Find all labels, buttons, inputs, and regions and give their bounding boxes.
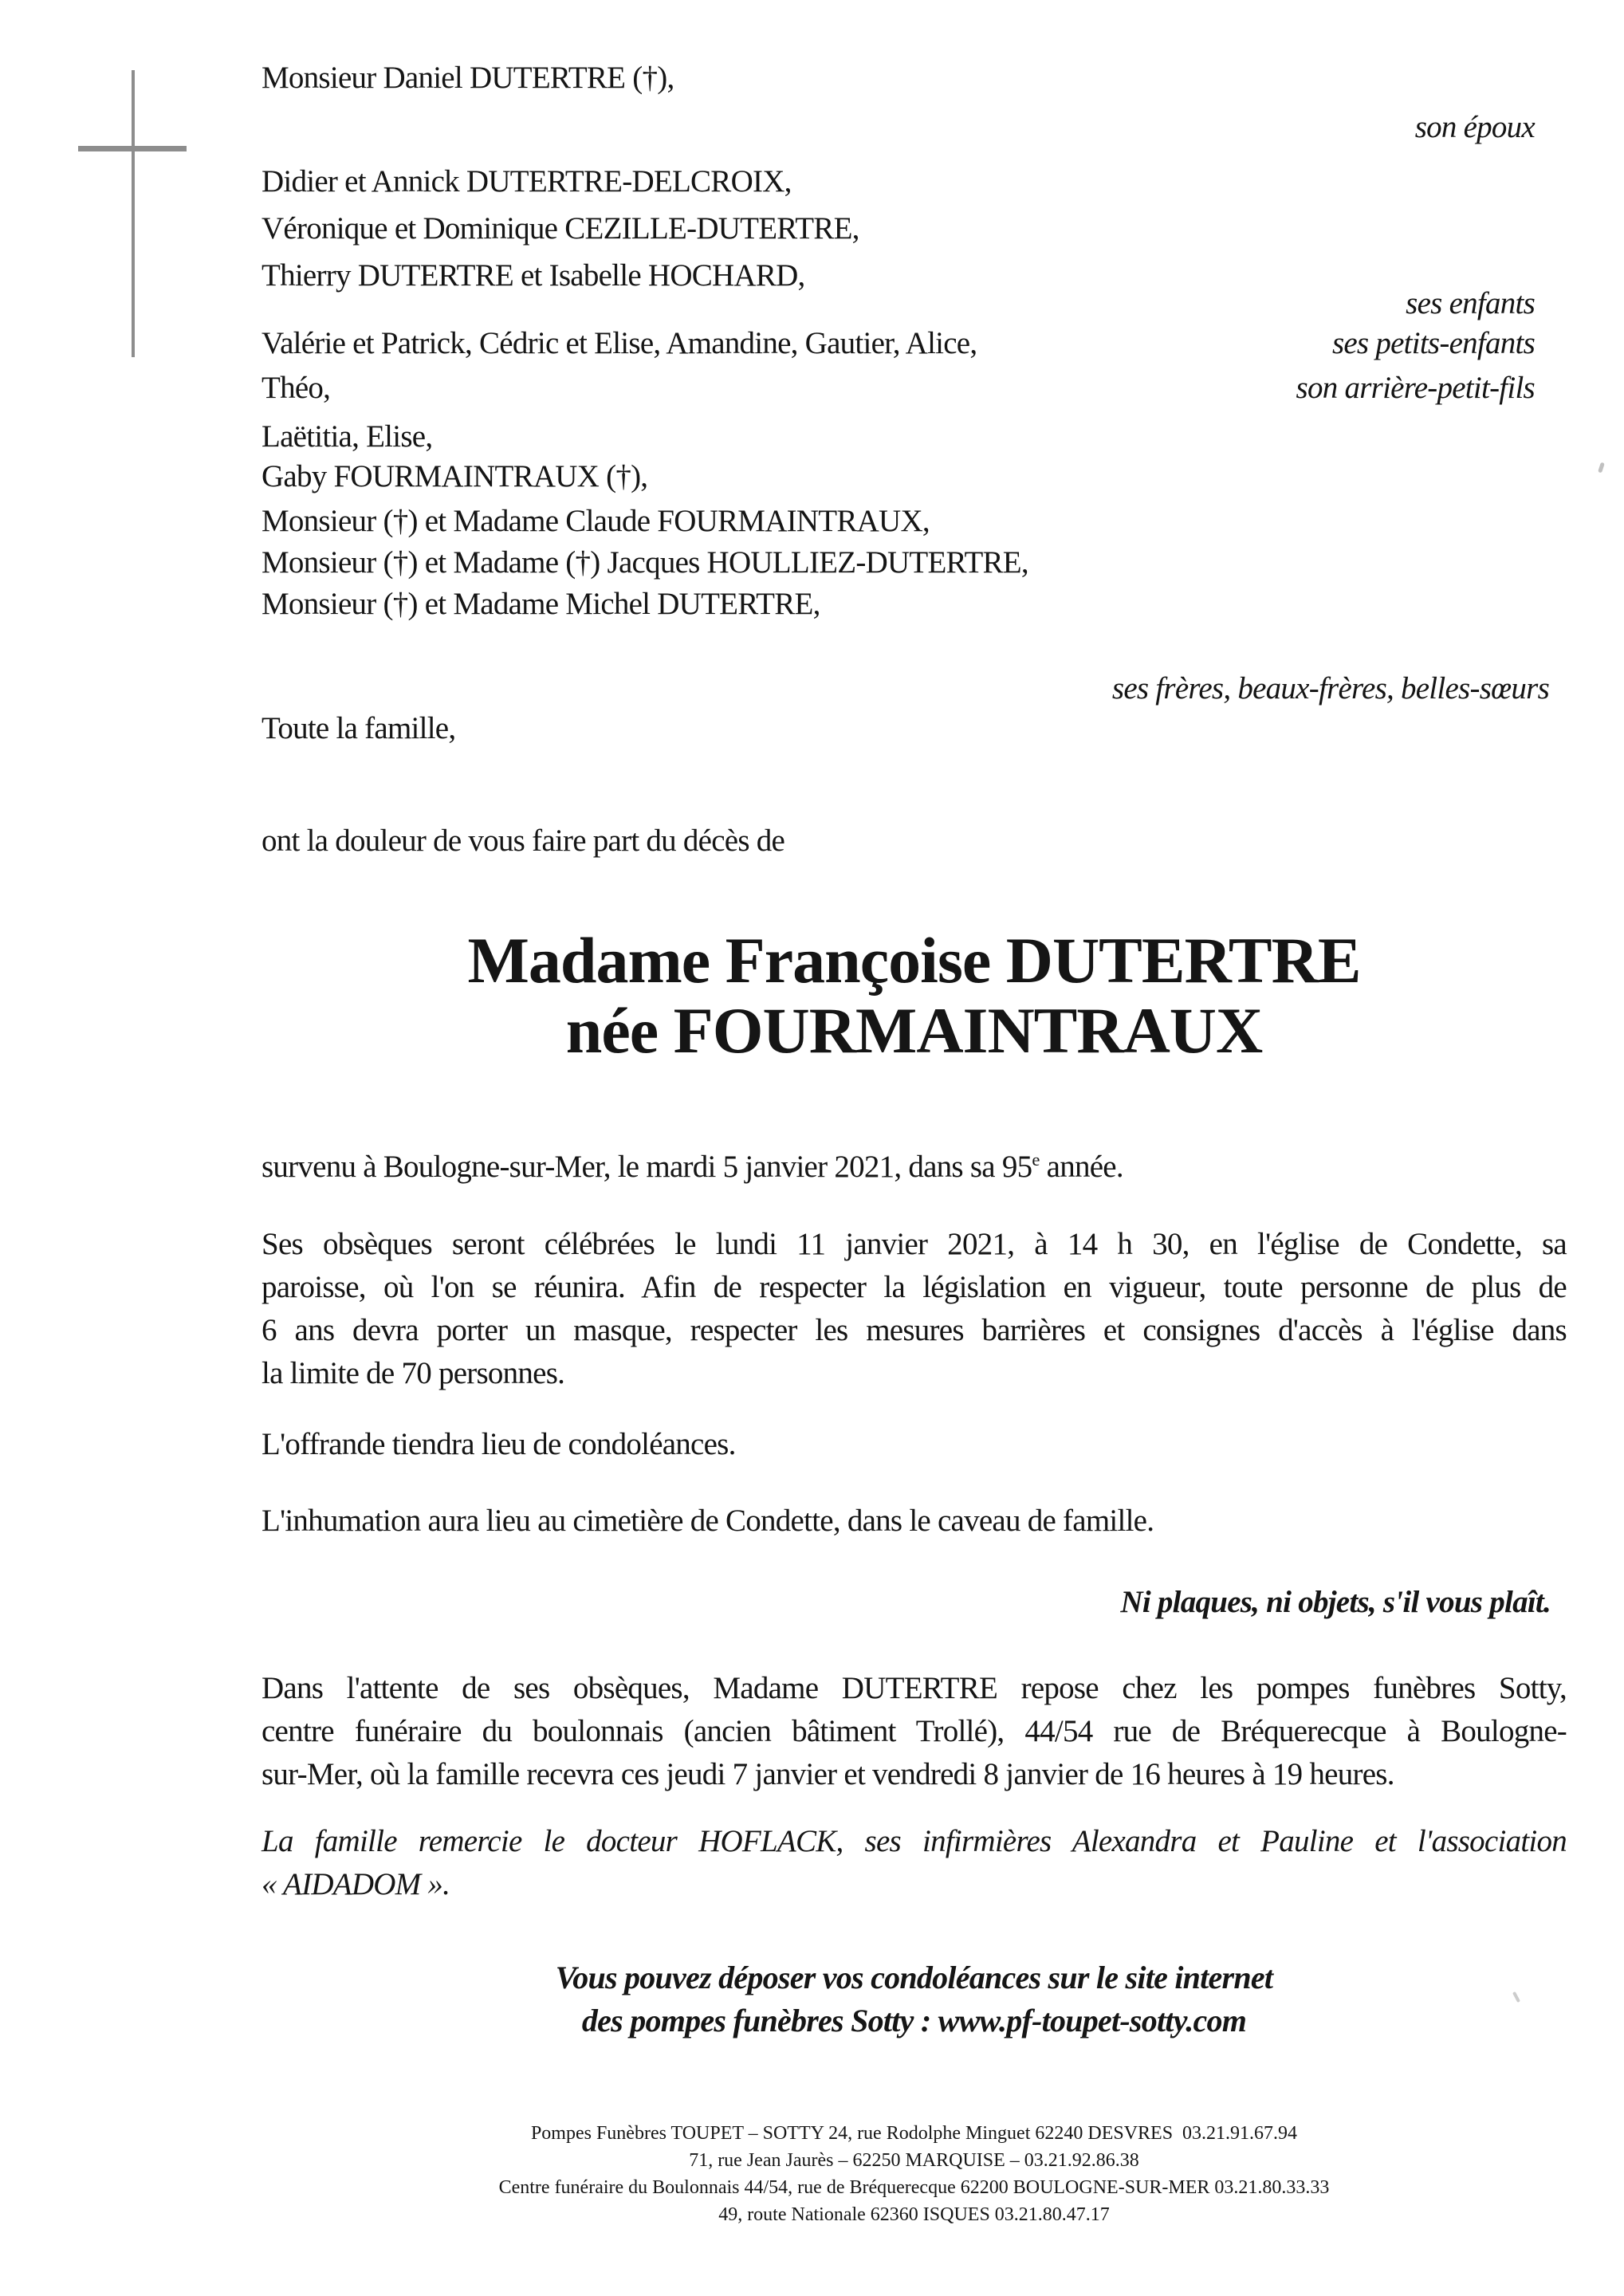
family-name-line: Monsieur (†) et Madame Claude FOURMAINTRAUX,	[261, 504, 930, 538]
paragraph-line: 6 ans devra porter un masque, respecter les mesures barrières et consignes d'accès à l'église dans	[261, 1313, 1567, 1347]
child-name-line: Didier et Annick DUTERTRE-DELCROIX,	[261, 164, 792, 199]
online-condolences-notice	[261, 1956, 1567, 2042]
funeral-paragraph	[261, 1223, 1567, 1395]
relation-label-children: ses enfants	[1406, 286, 1535, 320]
death-date-line	[261, 1146, 1567, 1189]
scan-artifact	[1598, 462, 1605, 474]
visitation-paragraph	[261, 1667, 1567, 1796]
paragraph-line: la limite de 70 personnes.	[261, 1356, 565, 1390]
funeral-home-footer	[261, 2120, 1567, 2228]
relation-label-husband: son époux	[1414, 110, 1535, 144]
announcement-body	[261, 0, 1567, 2228]
burial-line: L'inhumation aura lieu au cimetière de Condette, dans le caveau de famille.	[261, 1504, 1154, 1538]
paragraph-line: paroisse, où l'on se réunira. Afin de respecter la législation en vigueur, toute personne de plus de	[261, 1270, 1567, 1304]
condolences-line1: Vous pouvez déposer vos condoléances sur le site internet	[555, 1960, 1273, 1995]
relation-label-great-grandson: son arrière-petit-fils	[1296, 371, 1535, 405]
paragraph-line: La famille remercie le docteur HOFLACK, ses infirmières Alexandra et Pauline et l'association	[261, 1824, 1567, 1858]
deceased-name-line1: Madame Françoise DUTERTRE	[467, 924, 1361, 997]
great-grandson-name-line: Théo,	[261, 371, 331, 405]
thanks-paragraph	[261, 1820, 1567, 1906]
family-name-line: Monsieur (†) et Madame (†) Jacques HOULLIEZ-DUTERTRE,	[261, 545, 1028, 580]
child-name-line: Véronique et Dominique CEZILLE-DUTERTRE,	[261, 211, 859, 246]
relation-label-siblings: ses frères, beaux-frères, belles-sœurs	[1111, 671, 1549, 706]
grandchildren-names-line: Valérie et Patrick, Cédric et Elise, Amandine, Gautier, Alice,	[261, 326, 977, 360]
family-name-line: Gaby FOURMAINTRAUX (†),	[261, 459, 648, 493]
paragraph-line: Dans l'attente de ses obsèques, Madame DUTERTRE repose chez les pompes funèbres Sotty,	[261, 1671, 1567, 1705]
family-name-line: Monsieur (†) et Madame Michel DUTERTRE,	[261, 587, 820, 621]
family-name-line: Laëtitia, Elise,	[261, 419, 433, 454]
paragraph-line: centre funéraire du boulonnais (ancien bâtiment Trollé), 44/54 rue de Bréquerecque à Boulogne-	[261, 1714, 1567, 1748]
cross-vertical-bar-icon	[132, 70, 135, 357]
announcement-sentence: ont la douleur de vous faire part du décès de	[261, 824, 785, 858]
paragraph-line: « AIDADOM ».	[261, 1867, 450, 1901]
no-plaques-notice: Ni plaques, ni objets, s'il vous plaît.	[1120, 1585, 1551, 1619]
cross-horizontal-bar-icon	[78, 146, 187, 151]
whole-family-line: Toute la famille,	[261, 711, 456, 745]
paragraph-line: sur-Mer, où la famille recevra ces jeudi 7 janvier et vendredi 8 janvier de 16 heures à 19 heures.	[261, 1757, 1394, 1791]
deceased-maiden-name-line: née FOURMAINTRAUX	[565, 994, 1263, 1067]
deceased-name-title	[261, 926, 1567, 1066]
child-name-line: Thierry DUTERTRE et Isabelle HOCHARD,	[261, 258, 805, 293]
great-grandson-row	[261, 367, 1567, 410]
death-date-text-end: année.	[1039, 1150, 1123, 1184]
grandchildren-row	[261, 322, 1567, 365]
paragraph-line: Ses obsèques seront célébrées le lundi 11 janvier 2021, à 14 h 30, en l'église de Condette, sa	[261, 1227, 1567, 1261]
husband-name-line: Monsieur Daniel DUTERTRE (†),	[261, 61, 674, 95]
ordinal-superscript: e	[1032, 1150, 1040, 1170]
death-date-text: survenu à Boulogne-sur-Mer, le mardi 5 janvier 2021, dans sa 95	[261, 1150, 1032, 1184]
condolences-line2-website: des pompes funèbres Sotty : www.pf-toupet-sotty.com	[581, 2003, 1247, 2038]
footer-address-line: Centre funéraire du Boulonnais 44/54, rue de Bréquerecque 62200 BOULOGNE-SUR-MER 03.21.80.33.33	[498, 2177, 1330, 2198]
offering-line: L'offrande tiendra lieu de condoléances.	[261, 1427, 736, 1461]
relation-label-grandchildren: ses petits-enfants	[1331, 326, 1535, 360]
children-names-block	[261, 158, 1567, 299]
footer-address-line: 71, rue Jean Jaurès – 62250 MARQUISE – 03.21.92.86.38	[689, 2150, 1139, 2171]
footer-address-line: Pompes Funèbres TOUPET – SOTTY 24, rue Rodolphe Minguet 62240 DESVRES 03.21.91.67.94	[530, 2123, 1298, 2144]
footer-address-line: 49, route Nationale 62360 ISQUES 03.21.80.47.17	[718, 2204, 1110, 2225]
